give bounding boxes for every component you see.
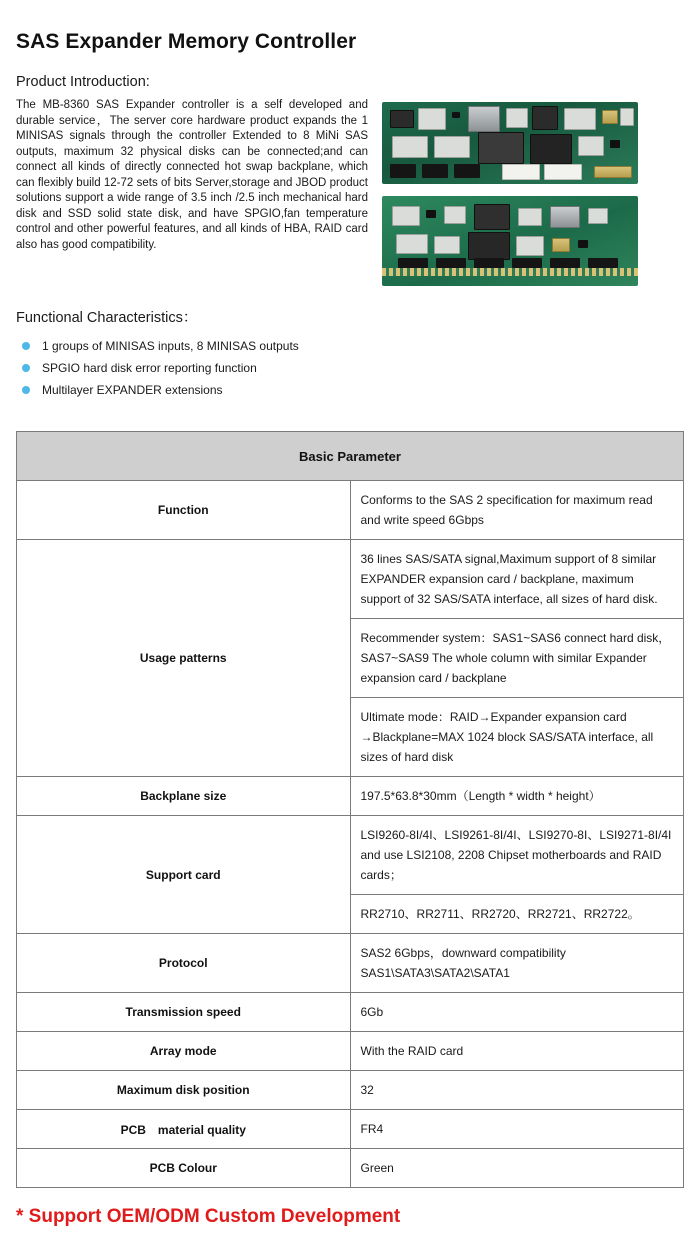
table-row <box>17 1110 684 1149</box>
footer-note: * Support OEM/ODM Custom Development <box>16 1206 401 1227</box>
bullet-icon <box>22 386 30 394</box>
feature-label: 1 groups of MINISAS inputs, 8 MINISAS outputs <box>42 339 299 353</box>
row-value-usage-patterns-3: Ultimate mode：RAID→Expander expansion card →Blackplane=MAX 1024 block SAS/SATA interface, all sizes of hard disk <box>350 698 684 777</box>
pcb-board-image-top <box>382 102 638 184</box>
row-value-transmission-speed: 6Gb <box>350 993 684 1032</box>
table-row <box>17 1071 684 1110</box>
bullet-icon <box>22 364 30 372</box>
list-item <box>16 379 684 401</box>
table-header-row <box>17 432 684 481</box>
row-label-pcb-colour: PCB Colour <box>17 1149 351 1188</box>
table-header-title: Basic Parameter <box>17 432 684 481</box>
row-value-maximum-disk-position: 32 <box>350 1071 684 1110</box>
row-label-function: Function <box>17 481 351 540</box>
row-value-protocol: SAS2 6Gbps，downward compatibility SAS1\SATA3\SATA2\SATA1 <box>350 934 684 993</box>
table-row <box>17 777 684 816</box>
page-title: SAS Expander Memory Controller <box>16 30 357 53</box>
list-item <box>16 357 684 379</box>
feature-label: SPGIO hard disk error reporting function <box>42 361 257 375</box>
table-row <box>17 993 684 1032</box>
product-images <box>380 98 684 286</box>
product-datasheet-page <box>0 30 700 1254</box>
row-value-pcb-colour: Green <box>350 1149 684 1188</box>
feature-label: Multilayer EXPANDER extensions <box>42 383 223 397</box>
row-value-array-mode: With the RAID card <box>350 1032 684 1071</box>
table-row <box>17 1032 684 1071</box>
row-label-maximum-disk-position: Maximum disk position <box>17 1071 351 1110</box>
product-introduction-text: The MB-8360 SAS Expander controller is a self developed and durable service，The server core hardware product expands the 1 MINISAS signals through the controller Extended to 8 MiNi SAS outputs, maximum 32 physical disks can be connected;and can connect all kinds of directly connected hot swap backplane, which can flexibly build 12-72 sets of bits Server,storage and JBOD product solutions support a wide range of 3.5 inch /2.5 inch mechanical hard disk and SSD solid state disk, and have SPGIO,fan temperature control and other powerful features, and all kinds of HBA, RAID card also has good compatibility. <box>16 99 368 251</box>
table-row <box>17 481 684 540</box>
row-value-usage-patterns-1: 36 lines SAS/SATA signal,Maximum support of 8 similar EXPANDER expansion card / backplane, maximum support of 32 SAS/SATA interface, all sizes of hard disk. <box>350 540 684 619</box>
row-value-usage-patterns-2: Recommender system：SAS1~SAS6 connect hard disk，SAS7~SAS9 The whole column with similar Expander expansion card / backplane <box>350 619 684 698</box>
table-row <box>17 540 684 619</box>
features-list <box>16 335 684 401</box>
bullet-icon <box>22 342 30 350</box>
table-row <box>17 816 684 895</box>
row-value-pcb-material-quality: FR4 <box>350 1110 684 1149</box>
basic-parameter-table <box>16 431 684 1188</box>
row-label-pcb-material-quality: PCB material quality <box>17 1110 351 1149</box>
row-label-usage-patterns: Usage patterns <box>17 540 351 777</box>
row-label-backplane-size: Backplane size <box>17 777 351 816</box>
row-label-transmission-speed: Transmission speed <box>17 993 351 1032</box>
product-introduction-heading: Product Introduction: <box>16 74 150 90</box>
row-label-protocol: Protocol <box>17 934 351 993</box>
introduction-section <box>16 98 684 286</box>
row-value-support-card-1: LSI9260-8I/4I、LSI9261-8I/4I、LSI9270-8I、LSI9271-8I/4I and use LSI2108, 2208 Chipset motherboards and RAID cards； <box>350 816 684 895</box>
row-label-support-card: Support card <box>17 816 351 934</box>
row-value-support-card-2: RR2710、RR2711、RR2720、RR2721、RR2722。 <box>350 895 684 934</box>
functional-characteristics-heading: Functional Characteristics： <box>16 310 198 326</box>
table-row <box>17 1149 684 1188</box>
list-item <box>16 335 684 357</box>
pcb-board-image-angled <box>382 196 638 286</box>
row-value-backplane-size: 197.5*63.8*30mm（Length * width * height） <box>350 777 684 816</box>
row-label-array-mode: Array mode <box>17 1032 351 1071</box>
row-value-function: Conforms to the SAS 2 specification for maximum read and write speed 6Gbps <box>350 481 684 540</box>
table-row <box>17 934 684 993</box>
